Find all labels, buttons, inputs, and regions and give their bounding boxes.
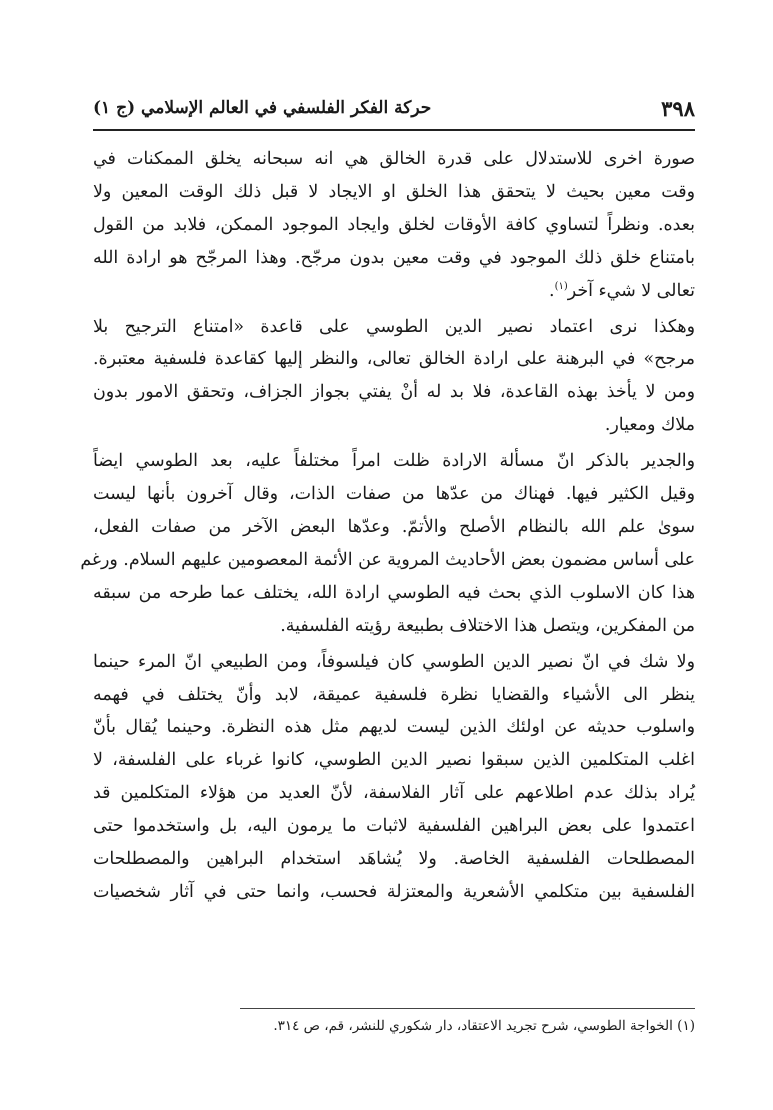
- text-line: بامتناع خلق ذلك الموجود في وقت معين بدون مرجّح. وهذا المرجّح هو ارادة الله: [93, 247, 695, 268]
- text-line: والجدير بالذكر انّ مسألة الارادة ظلت امراً مختلفاً عليه، بعد الطوسي ايضاً: [93, 451, 695, 472]
- text-line: هذا كان الاسلوب الذي بحث فيه الطوسي ارادة الله، يختلف عما طرحه من سبقه: [93, 582, 695, 603]
- text-line: [93, 275, 695, 308]
- text-line: سوىٰ علم الله بالنظام الأصلح والأتمّ. وعدّها البعض الآخر من صفات الفعل،: [93, 516, 695, 537]
- paragraph-1: [93, 143, 695, 308]
- footnote: (١) الخواجة الطوسي، شرح تجريد الاعتقاد، دار شكوري للنشر، قم، ص ٣١٤.: [273, 1018, 695, 1034]
- header-rule: [93, 129, 695, 131]
- text-line: بعده. ونظراً لتساوي كافة الأوقات لخلق وايجاد الموجود الممكن، فلابد من القول: [93, 214, 695, 235]
- text-line: يُراد بذلك عدم اطلاعهم على آثار الفلاسفة، لأنّ العديد من هؤلاء المتكلمين قد: [93, 783, 695, 804]
- text-line: وقيل الكثير فيها. فهناك من عدّها من صفات الذات، وقال آخرون بأنها ليست: [93, 484, 695, 505]
- text-line: ملاك ومعيار.: [604, 415, 695, 436]
- text-fragment: تعالى لا شيء آخر: [567, 280, 695, 301]
- text-line: من المفكرين، ويتصل هذا الاختلاف بطبيعة رؤيته الفلسفية.: [280, 615, 695, 636]
- footnote-reference: (١): [554, 280, 568, 292]
- text-line: صورة اخرى للاستدلال على قدرة الخالق هي انه سبحانه يخلق الممكنات في: [93, 149, 695, 169]
- page-number: ٣٩٨: [661, 96, 695, 121]
- text-line: وهكذا نرى اعتماد نصير الدين الطوسي على قاعدة «امتناع الترجيح بلا: [93, 316, 695, 337]
- paragraph-2: [93, 311, 695, 443]
- running-title: حركة الفكر الفلسفي في العالم الإسلامي (ج ١): [93, 98, 432, 118]
- text-line: وقت معين بحيث لا يتحقق هذا الخلق او الايجاد لا قبل ذلك الوقت المعين ولا: [93, 181, 695, 202]
- text-line: ينظر الى الأشياء والقضايا نظرة فلسفية عميقة، لابد وأنّ يختلف في فهمه: [93, 684, 695, 705]
- text-line: المصطلحات الفلسفية الخاصة. ولا يُشاهَد استخدام البراهين والمصطلحات: [93, 849, 695, 870]
- text-line: اعتمدوا على بعض البراهين الفلسفية لاثبات ما يرمون اليه، بل واستخدموا حتى: [93, 816, 695, 837]
- text-line: الفلسفية بين متكلمي الأشعرية والمعتزلة فحسب، وانما حتى في آثار شخصيات: [93, 881, 695, 902]
- page-header: [93, 92, 695, 132]
- text-line: اغلب المتكلمين الذين سبقوا نصير الدين الطوسي، كانوا غرباء على الفلسفة، لا: [93, 750, 695, 771]
- text-line: ولا شك في انّ نصير الدين الطوسي كان فيلسوفاً، ومن الطبيعي انّ المرء حينما: [93, 651, 695, 672]
- footnote-rule: [240, 1008, 695, 1009]
- text-line: مرجح» في البرهنة على ارادة الخالق تعالى، والنظر إليها كقاعدة فلسفية معتبرة.: [93, 349, 695, 370]
- text-line: ومن لا يأخذ بهذه القاعدة، فلا بد له أنْ يفتي بجواز الجزاف، وتحقق الامور بدون: [93, 382, 695, 403]
- paragraph-3: [80, 445, 695, 642]
- text-line: على أساس مضمون بعض الأحاديث المروية عن الأئمة المعصومين عليهم السلام. ورغم: [80, 549, 695, 570]
- paragraph-4: [93, 646, 695, 909]
- text-line: واسلوب حديثه عن اولئك الذين ليست لديهم مثل هذه النظرة. وحينما يُقال بأنّ: [93, 717, 695, 738]
- body-text: [80, 143, 695, 912]
- text-fragment: .: [549, 280, 555, 301]
